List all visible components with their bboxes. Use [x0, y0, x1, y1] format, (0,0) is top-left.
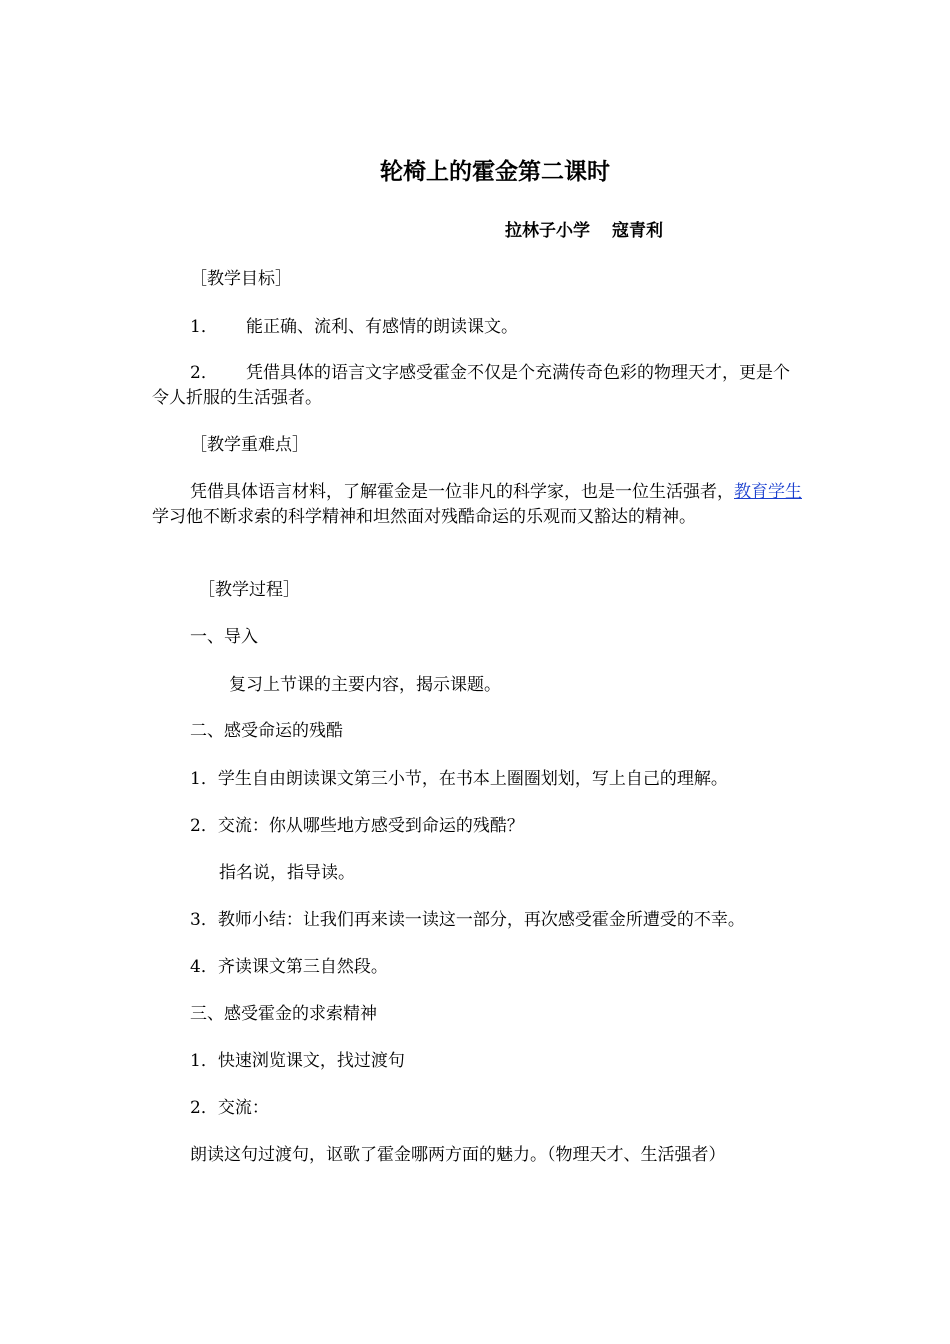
part-2-item-2: 2．交流：你从哪些地方感受到命运的残酷？ — [190, 816, 524, 836]
section-heading-key-points: ［教学重难点］ — [190, 435, 309, 455]
part-1-heading: 一、导入 — [190, 627, 258, 647]
part-3-item-3: 朗读这句过渡句，讴歌了霍金哪两方面的魅力。（物理天才、生活强者） — [190, 1145, 726, 1165]
part-2-item-3: 3．教师小结：让我们再来读一读这一部分，再次感受霍金所遭受的不幸。 — [190, 910, 745, 930]
part-2-item-1: 1．学生自由朗读课文第三小节，在书本上圈圈划划，写上自己的理解。 — [190, 769, 728, 789]
key-text-start: 凭借具体语言材料，了解霍金是一位非凡的科学家，也是一位生活强者， — [190, 482, 734, 502]
goal-number: 1． — [190, 317, 218, 337]
author-line — [505, 219, 663, 243]
goal-item-1 — [190, 315, 518, 339]
part-3-item-2: 2．交流： — [190, 1098, 269, 1118]
key-points-paragraph — [152, 480, 802, 530]
goal-text: 凭借具体的语言文字感受霍金不仅是个充满传奇色彩的物理天才，更是个令人折服的生活强者。 — [152, 363, 790, 408]
part-1-text: 复习上节课的主要内容，揭示课题。 — [229, 675, 501, 695]
goal-text: 能正确、流利、有感情的朗读课文。 — [246, 317, 518, 337]
goal-item-2 — [152, 361, 802, 411]
author-school: 拉林子小学 — [505, 221, 590, 241]
part-2-heading: 二、感受命运的残酷 — [190, 721, 343, 741]
part-3-item-1: 1．快速浏览课文，找过渡句 — [190, 1051, 405, 1071]
section-heading-goals: ［教学目标］ — [190, 269, 292, 289]
document-title: 轮椅上的霍金第二课时 — [380, 159, 610, 185]
part-3-heading: 三、感受霍金的求索精神 — [190, 1004, 377, 1024]
part-2-item-2-note: 指名说，指导读。 — [219, 863, 355, 883]
key-text-end: 学习他不断求索的科学精神和坦然面对残酷命运的乐观而又豁达的精神。 — [152, 507, 696, 527]
part-2-item-4: 4．齐读课文第三自然段。 — [190, 957, 388, 977]
author-name: 寇青利 — [612, 221, 663, 241]
section-heading-process: ［教学过程］ — [198, 580, 300, 600]
education-students-link[interactable]: 教育学生 — [734, 482, 802, 502]
goal-number: 2． — [190, 363, 218, 383]
